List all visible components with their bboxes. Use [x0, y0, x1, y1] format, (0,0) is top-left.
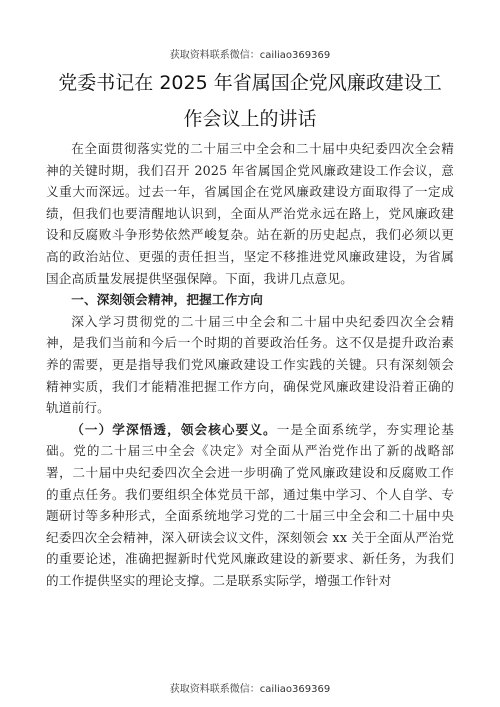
subsection-1-text: 一是全面系统学，夯实理论基础。党的二十届三中全会《决定》对全面从严治党作出了新的战略部署，二十届中央纪委四次全会进一步明确了党风廉政建设和反腐败工作的重点任务。我们要组织全体党员干部，通过集中学习、个人自学、专题研讨等多种形式，全面系统地学习党的二十届三中全会和二十届中央纪委四次全会精神，深入研读会议文件，深刻领会 xx 关于全面从严治党的重要论述，准确把握新时代党风廉政建设的新要求、新任务，为我们的工作提供坚实的理论支撑。二是联系实际学，增强工作针对	[46, 421, 454, 588]
subsection-1-paragraph	[46, 419, 454, 592]
section-1-heading: 一、深刻领会精神，把握工作方向	[71, 292, 264, 308]
intro-paragraph: 在全面贯彻落实党的二十届三中全会和二十届中央纪委四次全会精神的关键时期，我们召开 2025 年省属国企党风廉政建设工作会议，意义重大而深远。过去一年，省属国企在党风廉政建设方面取得了一定成绩，但我们也要清醒地认识到，全面从严治党永远在路上，党风廉政建设和反腐败斗争形势依然严峻复杂。站在新的历史起点，我们必须以更高的政治站位、更强的责任担当，坚定不移推进党风廉政建设，为省属国企高质量发展提供坚强保障。下面，我讲几点意见。	[46, 141, 454, 286]
section-1-paragraph: 深入学习贯彻党的二十届三中全会和二十届中央纪委四次全会精神，是我们当前和今后一个时期的首要政治任务。这不仅是提升政治素养的需要，更是指导我们党风廉政建设工作实践的关键。只有深刻领会精神实质，我们才能精准把握工作方向，确保党风廉政建设沿着正确的轨道前行。	[46, 313, 454, 416]
document-title-line-2: 作会议上的讲话	[183, 108, 317, 130]
header-contact-note: 获取资料联系微信：cailiao369369	[169, 50, 331, 61]
document-title-line-1: 党委书记在 2025 年省属国企党风廉政建设工	[58, 72, 442, 94]
footer-contact-note: 获取资料联系微信：cailiao369369	[169, 684, 331, 695]
subsection-1-lead: （一）学深悟透，领会核心要义。	[71, 421, 277, 437]
document-body	[46, 138, 454, 591]
